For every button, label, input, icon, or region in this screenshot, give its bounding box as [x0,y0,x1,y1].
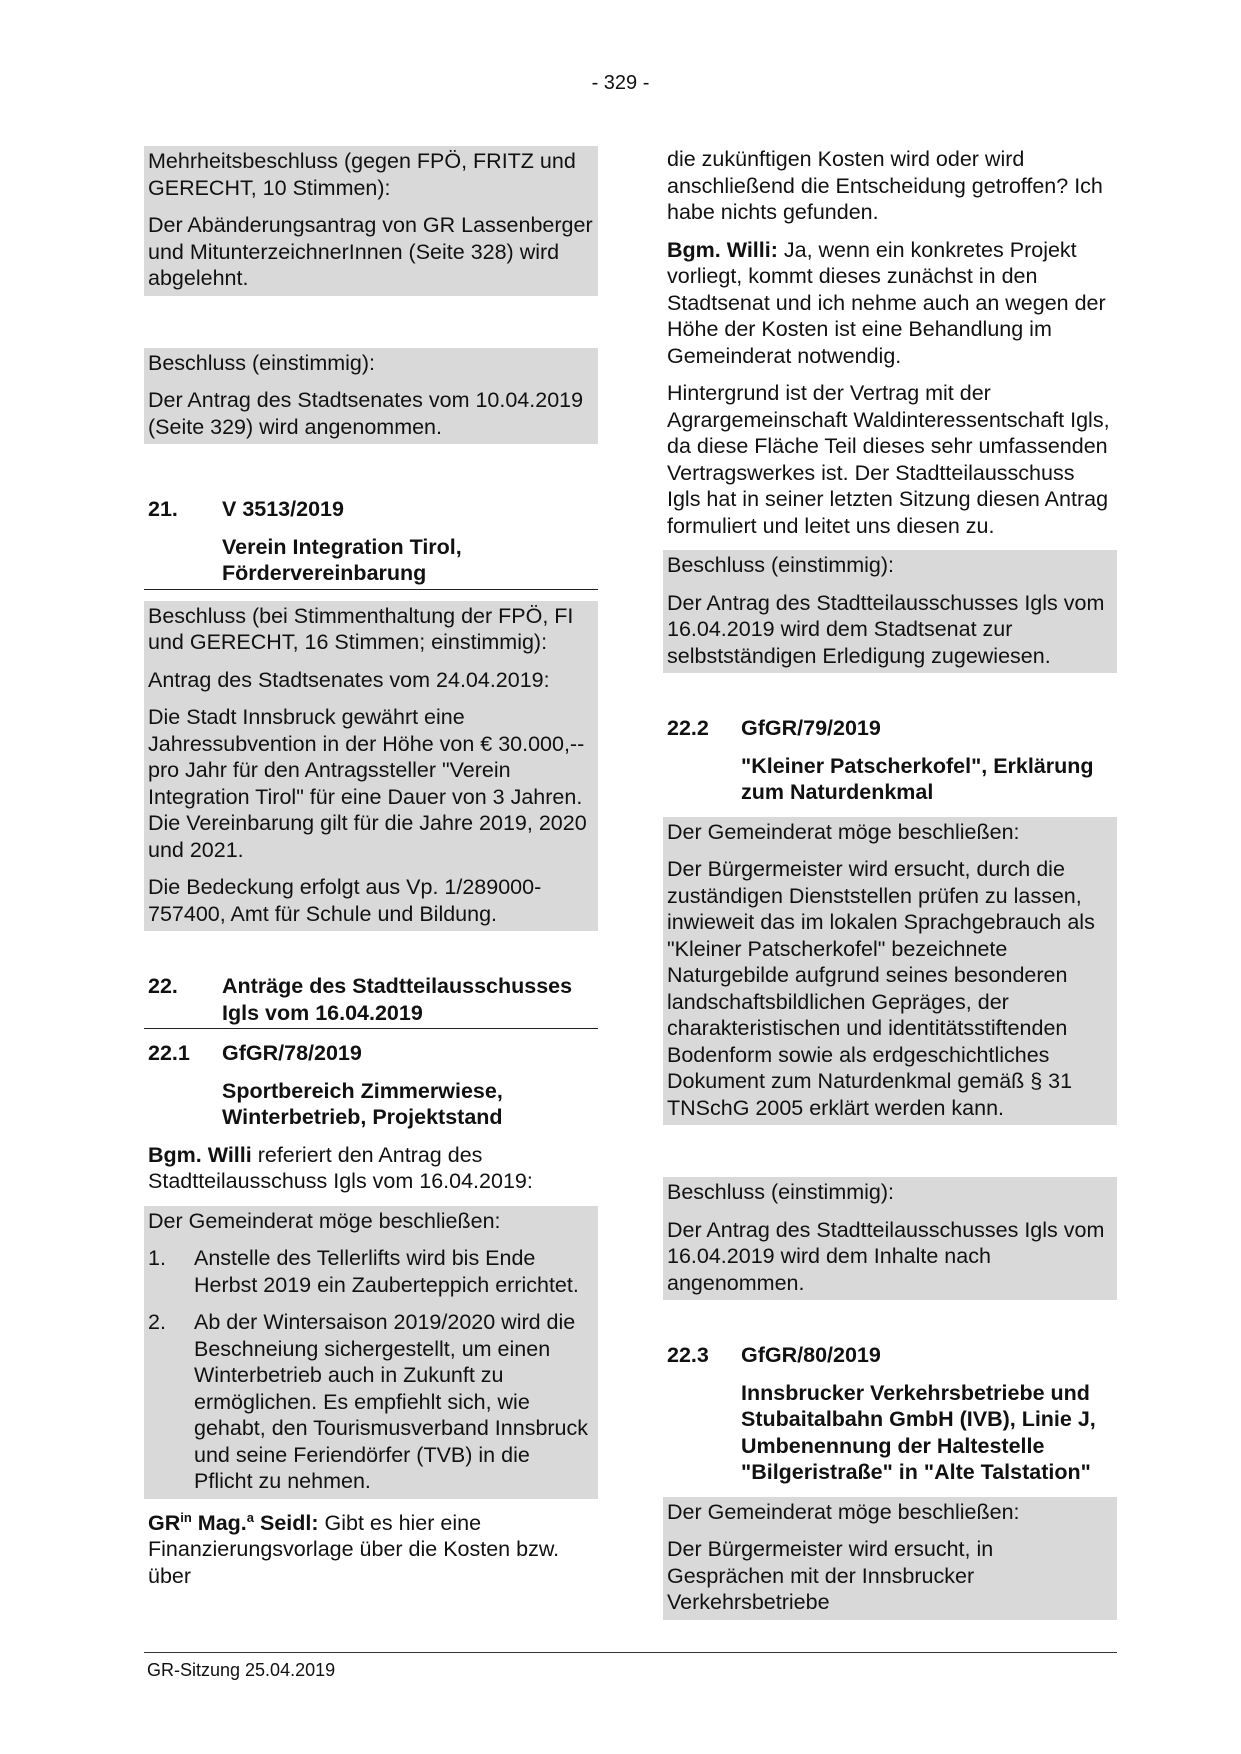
item-code: GfGR/79/2019 [741,716,881,740]
decision-heading: Beschluss (einstimmig): [148,350,375,375]
item-number: 22.2 [667,716,709,740]
motion-heading: Antrag des Stadtsenates vom 24.04.2019: [148,667,550,692]
speaker-text: referiert den Antrag des Stadtteilausschuss Igls vom 16.04.2019: [148,1142,533,1193]
majority-decision-box [144,146,598,296]
left-column [144,146,598,1589]
background-paragraph: Hintergrund ist der Vertrag mit der Agrargemeinschaft Waldinteressentschaft Igls, da diese Fläche Teil dieses sehr umfassenden Vertragswerkes ist. Der Stadtteilausschuss Igls hat in seiner letzten Sitzung diesen Antrag formuliert und leitet uns diesen zu. [667,381,1110,538]
agenda-item-22-2-heading [663,715,1117,742]
decision-heading: Beschluss (bei Stimmenthaltung der FPÖ, FI und GERECHT, 16 Stimmen; einstimmig): [148,603,574,654]
agenda-item-22-3-title: Innsbrucker Verkehrsbetriebe und Stubaitalbahn GmbH (IVB), Linie J, Umbenennung der Haltestelle "Bilgeristraße" in "Alte Talstation" [741,1380,1096,1484]
footer-divider [144,1652,1117,1653]
decision-text: Der Antrag des Stadtteilausschusses Igls vom 16.04.2019 wird dem Stadtsenat zur selbstständigen Erledigung zugewiesen. [667,590,1105,668]
decision-heading: Mehrheitsbeschluss (gegen FPÖ, FRITZ und GERECHT, 10 Stimmen): [148,149,576,200]
agenda-item-21-box [144,601,598,932]
decision-text: Der Antrag des Stadtsenates vom 10.04.2019 (Seite 329) wird angenommen. [148,388,584,439]
agenda-item-21-heading [144,496,598,523]
speaker-text: Gibt es hier eine Finanzierungsvorlage über die Kosten bzw. über [148,1510,560,1588]
item-code: V 3513/2019 [222,497,344,521]
motion-heading: Der Gemeinderat möge beschließen: [667,1499,1020,1524]
agenda-item-22-2-title: "Kleiner Patscherkofel", Erklärung zum Naturdenkmal [741,753,1094,804]
motion-text: Der Bürgermeister wird ersucht, in Gesprächen mit der Innsbrucker Verkehrsbetriebe [667,1537,994,1614]
right-column [663,146,1117,1620]
list-text: Ab der Wintersaison 2019/2020 wird die Beschneiung sichergestellt, um einen Winterbetrieb auch in Zukunft zu ermöglichen. Es empfiehlt sich, wie gehabt, den Tourismusverband Innsbruck und seine Feriendörfer (TVB) in die Pflicht zu nehmen. [194,1310,589,1493]
speaker-text: Ja, wenn ein konkretes Projekt vorliegt, kommt dieses zunächst in den Stadtsenat und ich nehme auch an wegen der Höhe der Kosten ist eine Behandlung im Gemeinderat notwendig. [667,237,1106,368]
item-title: Anträge des Stadtteilausschusses Igls vom 16.04.2019 [222,974,573,1025]
unanimous-decision-box [663,550,1117,673]
list-item [144,1245,598,1298]
decision-text: Der Abänderungsantrag von GR Lassenberger und MitunterzeichnerInnen (Seite 328) wird abgelehnt. [148,213,593,290]
list-number: 1. [148,1246,166,1270]
speaker-paragraph [144,1510,598,1590]
decision-heading: Beschluss (einstimmig): [667,553,894,577]
motion-text: Der Bürgermeister wird ersucht, durch die zuständigen Dienststellen prüfen zu lassen, inwieweit das im lokalen Sprachgebrauch als "Kleiner Patscherkofel" bezeichnete Naturgebilde aufgrund seines besonderen landschaftsbildlichen Gepräges, der charakteristischen und identitätsstiftenden Bodenform sowie als erdgeschichtliches Dokument zum Naturdenkmal gemäß § 31 TNSchG 2005 erklärt werden kann. [667,857,1095,1120]
agenda-item-22-1-box [144,1206,598,1499]
agenda-item-22-heading [144,973,598,1029]
agenda-item-21-title: Verein Integration Tirol, Fördervereinbarung [144,534,598,590]
item-number: 21. [148,497,178,521]
decision-heading: Beschluss (einstimmig): [667,1180,894,1204]
agenda-item-22-1-heading [144,1040,598,1067]
item-number: 22. [148,974,178,998]
agenda-item-22-2-box [663,817,1117,1126]
speaker-name: Bgm. Willi: [667,237,778,262]
list-number: 2. [148,1310,166,1334]
agenda-item-22-3-heading [663,1342,1117,1369]
list-text: Anstelle des Tellerlifts wird bis Ende Herbst 2019 ein Zauberteppich errichtet. [194,1246,579,1297]
list-item [144,1309,598,1495]
agenda-item-22-1-title: Sportbereich Zimmerwiese, Winterbetrieb, Projektstand [222,1078,503,1129]
item-code: GfGR/78/2019 [222,1041,362,1065]
item-number: 22.1 [148,1041,190,1065]
speaker-name: Bgm. Willi [148,1142,252,1167]
item-number: 22.3 [667,1343,709,1367]
motion-heading: Der Gemeinderat möge beschließen: [667,819,1020,844]
agenda-item-22-3-box [663,1497,1117,1620]
motion-text: Die Stadt Innsbruck gewährt eine Jahressubvention in der Höhe von € 30.000,-- pro Jahr für den Antragssteller "Verein Integration Tirol" für eine Dauer von 3 Jahren. Die Vereinbarung gilt für die Jahre 2019, 2020 und 2021. [148,705,587,862]
decision-text: Der Antrag des Stadtteilausschusses Igls vom 16.04.2019 wird dem Inhalte nach angenommen. [667,1217,1105,1295]
unanimous-decision-box [144,348,598,445]
page-number: - 329 - [591,72,650,94]
continued-text: die zukünftigen Kosten wird oder wird anschließend die Entscheidung getroffen? Ich habe nichts gefunden. [667,147,1103,224]
speaker-paragraph [144,1142,598,1195]
speaker-name: $GR^{in}$ Mag.$^a$ Seidl: [148,1509,319,1535]
motion-heading: Der Gemeinderat möge beschließen: [148,1208,501,1233]
unanimous-decision-box [663,1177,1117,1300]
item-code: GfGR/80/2019 [741,1343,881,1367]
speaker-paragraph [663,237,1117,370]
funding-text: Die Bedeckung erfolgt aus Vp. 1/289000-757400, Amt für Schule und Bildung. [148,875,542,926]
footer-text: GR-Sitzung 25.04.2019 [147,1660,336,1680]
